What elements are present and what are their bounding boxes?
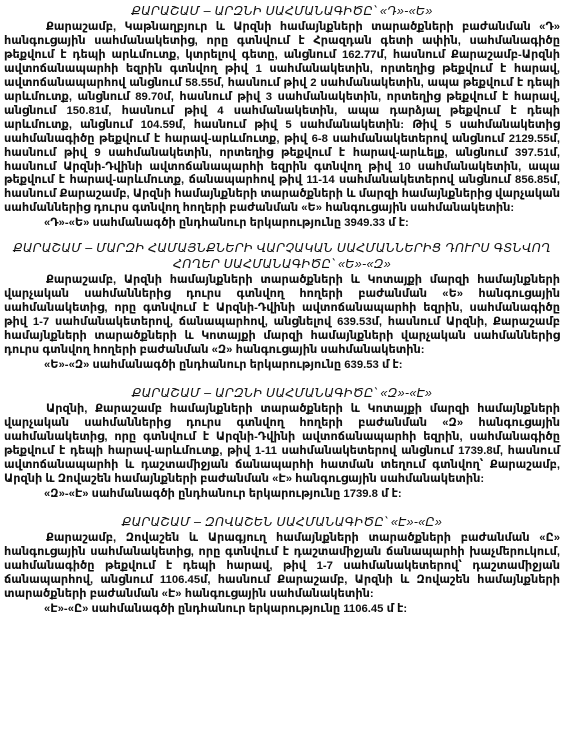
section-heading: ՔԱՐԱՇԱՄ – ԶՈՎԱՇԵՆ ՍԱՀՄԱՆԱԳԻԾԸ՝ «Է»-«Ը» — [121, 514, 443, 529]
section-paragraph: Քարաշամբ, Զովաշեն և Արագյուղ համայնքների տարածքների բաժանման «Ը» հանգուցային սահմանակետից, որը գտնվում է դաշտամիջյան ճանապարհի խաչմերուկում, սահմանագիծը թեքվում է դեպի հարավ, թիվ 1-7 սահմանակետերով՝ դաշտամիջյան ճանապարհով, անցնում 1106.45մ, հասնում Քարաշամբ, Արզնի և Զովաշեն համայնքների տարածքների բաժանման «Է» հանգուցային սահմանակետին: — [4, 531, 560, 600]
section-total-length: «Զ»-«Է» սահմանագծի ընդհանուր երկարությունը 1739.8 մ է: — [44, 487, 402, 500]
section-total-length: «Է»-«Ը» սահմանագծի ընդհանուր երկարությունը 1106.45 մ է: — [44, 602, 408, 615]
section-ke-kz — [4, 240, 560, 372]
section-ke2-kh — [4, 514, 560, 616]
section-heading: ՔԱՐԱՇԱՄ – ԱՐԶՆԻ ՍԱՀՄԱՆԱԳԻԾԸ՝ «Դ»-«Ե» — [131, 4, 433, 18]
section-total-length: «Դ»-«Ե» սահմանագծի ընդհանուր երկարությունը 3949.33 մ է: — [44, 217, 409, 230]
section-paragraph: Քարաշամբ, Կաթնաղբյուր և Արզնի համայնքների տարածքների բաժանման «Դ» հանգուցային սահմանակետից, որը գտնվում է Հրազդան գետի ափին, սահմանագիծը թեքվում է դեպի արևմուտք, կտրելով գետը, անցնում 162.77մ, հասնում Քարաշամբ-Արզնի ավտոճանապարհի եզրին գտնվող թիվ 1 սահմանակետին, որտեղից թեքվում է հարավ, ավտոճանապարհով անցնում 58.55մ, հասնում թիվ 2 սահմանակետին, ապա թեքվում է դեպի արևմուտք, անցնում 89.70մ, հասնում թիվ 3 սահմանակետին, որտեղից թեքվում է հարավ, անցնում 150.81մ, հասնում թիվ 4 սահմանակետին, ապա դարձյալ թեքվում է դեպի արևմուտք, անցնում 104.59մ, հասնում թիվ 5 սահմանակետին: Թիվ 5 սահմանակետից սահմանագիծը թեքվում է հարավ-արևմուտք, թիվ 6-8 սահմանակետերով անցնում 2129.55մ, հասնում թիվ 9 սահմանակետին, որտեղից թեքվում է հարավ-արևելք, անցնում 397.51մ, հասնում Արզնի-Դվինի ավտոճանապարհի եզրին գտնվող թիվ 10 սահմանակետին, ապա թեքվում է հարավ-արևմուտք, ճանապարհով թիվ 11-14 սահմանակետերով անցնում 856.85մ, հասնում Քարաշամբ, Արզնի համայնքների տարածքների և մարզի համայնքներից վարչական սահմաններից դուրս գտնվող հողերի բաժանման «Ե» հանգուցային սահմանակետին: — [4, 21, 560, 215]
section-paragraph: Արզնի, Քարաշամբ համայնքների տարածքների և Կոտայքի մարզի համայնքների վարչական սահմաններից դուրս գտնվող հողերի բաժանման «Զ» հանգուցային սահմանակետից, որը գտնվում է Արզնի-Դվինի ավտոճանապարհի եզրին, սահմանագիծը թեքվում է դեպի հարավ-արևմուտք, թիվ 1-11 սահմանակետերով անցնում 1739.8մ, հասնում ավտոճանապարհի և դաշտամիջյան ճանապարհի հատման տեղում գտնվող՝ Քարաշամբ, Արզնի և Զովաշեն համայնքների բաժանման «Է» հանգուցային սահմանակետին: — [4, 403, 560, 485]
section-heading: ՔԱՐԱՇԱՄ – ՄԱՐԶԻ ՀԱՄԱՅՆՔՆԵՐԻ ՎԱՐՉԱԿԱՆ ՍԱՀՄԱՆՆԵՐԻՑ ԴՈՒՐՍ ԳՏՆՎՈՂ ՀՈՂԵՐ ՍԱՀՄԱՆԱԳԻԾԸ՝ «Ե»-«Զ» — [13, 241, 551, 272]
section-paragraph: Քարաշամբ, Արզնի համայնքների տարածքների և Կոտայքի մարզի համայնքների վարչական սահմաններից դուրս գտնվող հողերի բաժանման «Ե» հանգուցային սահմանակետից, որը գտնվում է Արզնի-Դվինի ավտոճանապարհի եզրին, սահմանագիծը թիվ 1-7 սահմանակետերով, ճանապարհով, անցնելով 639.53մ, հասնում Արզնի, Քարաշամբ համայնքների տարածքների և Կոտայքի մարզի համայնքների վարչական սահմաններից դուրս գտնվող հողերի բաժանման «Զ» հանգուցային սահմանակետին: — [4, 274, 560, 357]
section-heading: ՔԱՐԱՇԱՄ – ԱՐԶՆԻ ՍԱՀՄԱՆԱԳԻԾԸ՝ «Զ»-«Է» — [131, 386, 433, 401]
section-kz-ke2 — [4, 385, 560, 501]
section-total-length: «Ե»-«Զ» սահմանագծի ընդհանուր երկարությունը 639.53 մ է: — [44, 359, 403, 372]
section-kd-ke — [4, 3, 560, 230]
